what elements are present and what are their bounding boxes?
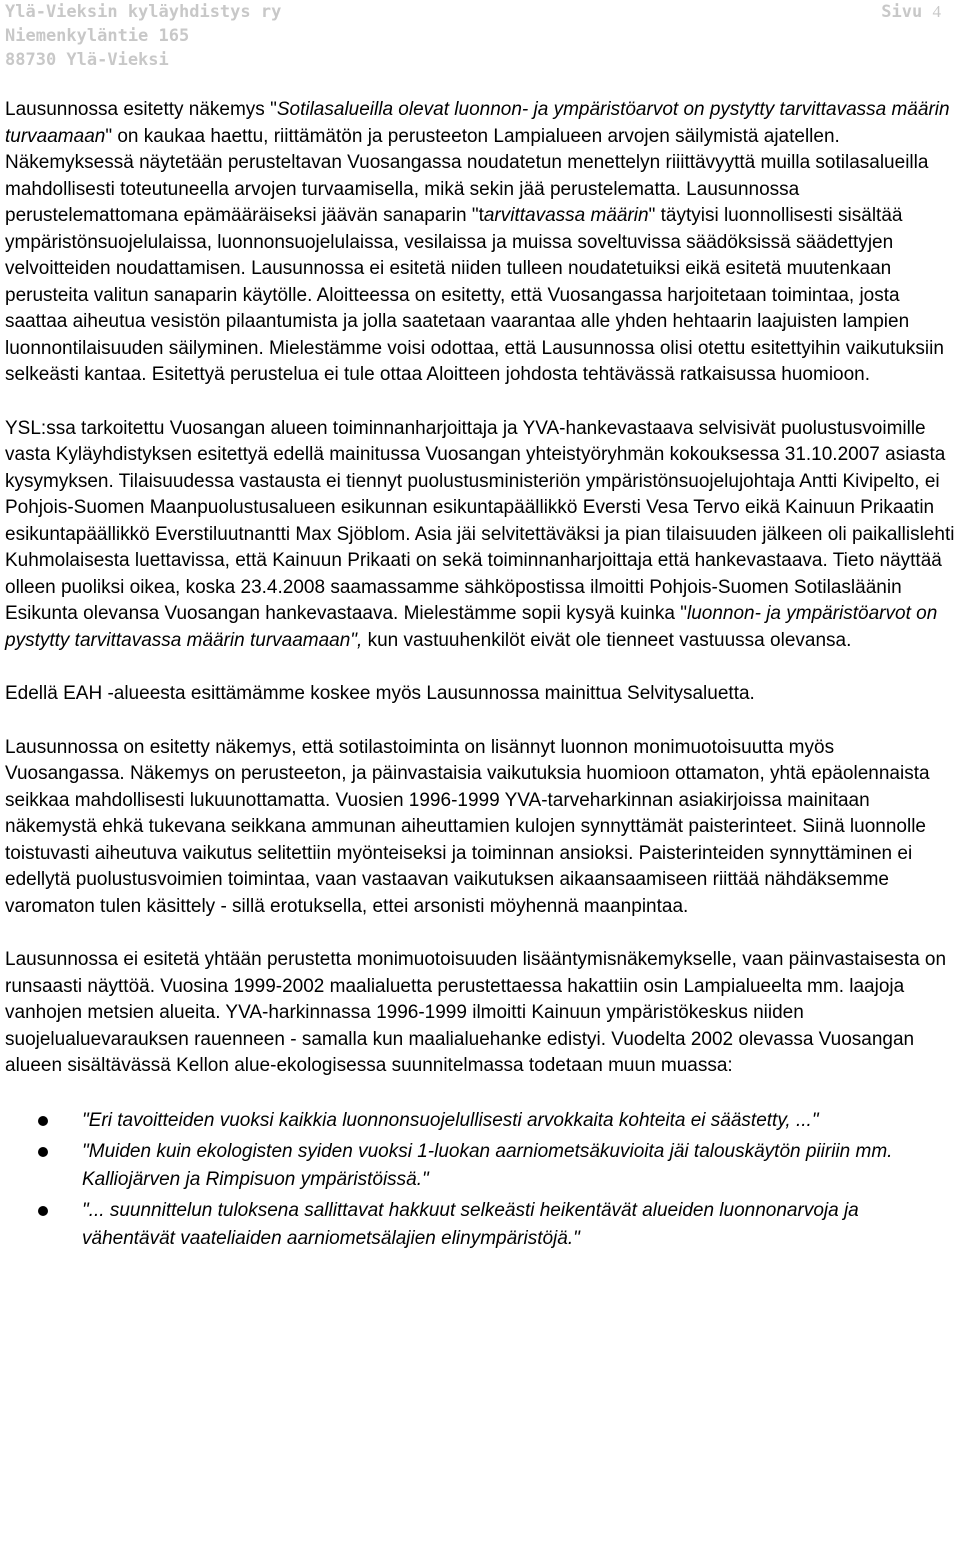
list-item-text: "... suunnittelun tuloksena sallittavat hakkuut selkeästi heikentävät alueiden luonnonarvoja ja vähentävät vaateliaiden aarniometsälajien elinympäristöjä." (82, 1199, 859, 1249)
quote-list (5, 1107, 955, 1253)
list-item (5, 1107, 955, 1135)
p1-quote-d: arvittavassa määrin (483, 205, 649, 226)
bullet-icon (38, 1206, 48, 1216)
paragraph-2 (5, 416, 955, 655)
street-address: Niemenkyläntie 165 (5, 26, 190, 46)
postal-address: 88730 Ylä-Vieksi (5, 50, 169, 70)
p2-text-a: YSL:ssa tarkoitettu Vuosangan alueen toiminnanharjoittaja ja YVA-hankevastaava selvisivät puolustusvoimille vasta Kyläyhdistyksen esitettyä edellä mainitussa Vuosangan yhteistyöryhmän kokouksessa 31.10.2007 asiasta kysymyksen. Tilaisuudessa vastausta ei tiennyt puolustusministeriön ympäristönsuojelujohtaja Antti Kivipelto, ei Pohjois-Suomen Maanpuolustusalueen esikunnan esikuntapäällikkö Eversti Vesa Tervo eikä Kainuun Prikaatin esikuntapäällikkö Everstiluutnantti Max Sjöblom. Asia jäi selvitettäväksi ja pian tilaisuuden jälkeen oli paikallislehti Kuhmolaisesta luettavissa, että Kainuun Prikaati on sekä toiminnanharjoittaja että hankevastaava. Tieto näyttää olleen puoliksi oikea, koska 23.4.2008 saamassamme sähköpostissa ilmoitti Pohjois-Suomen Sotilasläänin Esikunta olevansa Vuosangan hankevastaava. Mielestämme sopii kysyä kuinka " (5, 417, 955, 624)
page-number: 4 (932, 2, 941, 21)
paragraph-5: Lausunnossa ei esitetä yhtään perustetta monimuotoisuuden lisääntymisnäkemykselle, vaan päinvastaisesta on runsaasti näyttöä. Vuosina 1999-2002 maalialuetta perustettaessa hakattiin osin Lampialueelta mm. laajoja vanhojen metsien alueita. YVA-harkinnassa 1996-1999 ilmoitti Kainuun ympäristökeskus niiden suojelualuevarauksen rauenneen - samalla kun maalialuehanke edistyi. Vuodelta 2002 olevassa Vuosangan alueen sisältävässä Kellon alue-ekologisessa suunnitelmassa todetaan muun muassa: (5, 949, 947, 1076)
org-name: Ylä-Vieksin kyläyhdistys ry (5, 2, 282, 22)
paragraph-4: Lausunnossa on esitetty näkemys, että sotilastoiminta on lisännyt luonnon monimuotoisuutta myös Vuosangassa. Näkemys on perusteeton, ja päinvastaisia vaikutuksia huomioon ottamaton, yhtä epäolennaista seikkaa mahdollisesti lukuunottamatta. Vuosien 1996-1999 YVA-tarveharkinnan asiakirjoissa mainitaan näkemystä ehkä tukevana seikkana ammunan aiheuttamien kulojen synnyttämät paisterinteet. Siinä luonnolle toistuvasti aiheutuva vaikutus selitettiin myönteiseksi ja toiminnan ansioksi. Paisterinteiden synnyttäminen ei edellytä puolustusvoimien toimintaa, vaan vastaavan vaikutuksen aikaansaamiseen riittää nähdäksemme varomaton tulen käsittely - sillä erotuksella, ettei arsonisti möyhennä maanpintaa. (5, 736, 930, 917)
paragraph-1 (5, 97, 955, 389)
p1-text-c: " on kaukaa haettu, riittämätön ja perusteeton Lampialueen arvojen säilymistä ajatellen. Näkemyksessä näytetään perusteltavan Vuosangassa noudatetun menettelyn riiittävyyttä muilla sotilasalueilla mahdollisesti toteutuneella arvojen turvaamisella, mikä sekin jää perustelematta. Lausunnossa perustelemattomana epämääräiseksi jäävän sanaparin "t (5, 125, 929, 226)
bullet-icon (38, 1116, 48, 1126)
page-header (5, 0, 955, 72)
page-number-label (881, 0, 941, 24)
list-item-text: "Eri tavoitteiden vuoksi kaikkia luonnonsuojelullisesti arvokkaita kohteita ei säästetty, ..." (82, 1109, 819, 1131)
bullet-icon (38, 1147, 48, 1157)
p2-quote-b: luonnon- ja ympäristöarvot on pystytty tarvittavassa määrin turvaamaan", (5, 603, 938, 651)
list-item (5, 1197, 955, 1253)
list-item-text: "Muiden kuin ekologisten syiden vuoksi 1-luokan aarniometsäkuvioita jäi talouskäytön piiriin mm. Kalliojärven ja Rimpisuon ympäristöissä." (82, 1140, 893, 1190)
p1-text-a: Lausunnossa esitetty näkemys " (5, 99, 277, 120)
page-word: Sivu (881, 2, 923, 22)
p2-text-c: kun vastuuhenkilöt eivät ole tienneet vastuussa olevansa. (362, 629, 852, 651)
p1-quote-b: Sotilasalueilla olevat luonnon- ja ympäristöarvot on pystytty tarvittavassa määrin turvaamaan (5, 99, 950, 147)
paragraph-3: Edellä EAH -alueesta esittämämme koskee myös Lausunnossa mainittua Selvitysaluetta. (5, 683, 755, 704)
document-body (5, 97, 955, 1256)
p1-text-e: " täytyisi luonnollisesti sisältää ympäristönsuojelulaissa, luonnonsuojelulaissa, vesilaissa ja muissa soveltuvissa säädöksissä säädettyjen velvoitteiden noudattamisen. Lausunnossa ei esitetä niiden tulleen noudatetuiksi eikä esitetä muutenkaan perusteita valitun sanaparin käytölle. Aloitteessa on esitetty, että Vuosangassa harjoitetaan toimintaa, josta saattaa aiheutua vesistön pilaantumista ja jolla saatetaan vaarantaa alle yhden hehtaarin laajuisten lampien luonnontilaisuuden säilyminen. Mielestämme voisi odottaa, että Lausunnossa olisi otettu esitettyihin vaikutuksiin selkeästi kantaa. Esitettyä perustelua ei tule ottaa Aloitteen johdosta tehtävässä ratkaisussa huomioon. (5, 205, 944, 385)
list-item (5, 1138, 955, 1194)
